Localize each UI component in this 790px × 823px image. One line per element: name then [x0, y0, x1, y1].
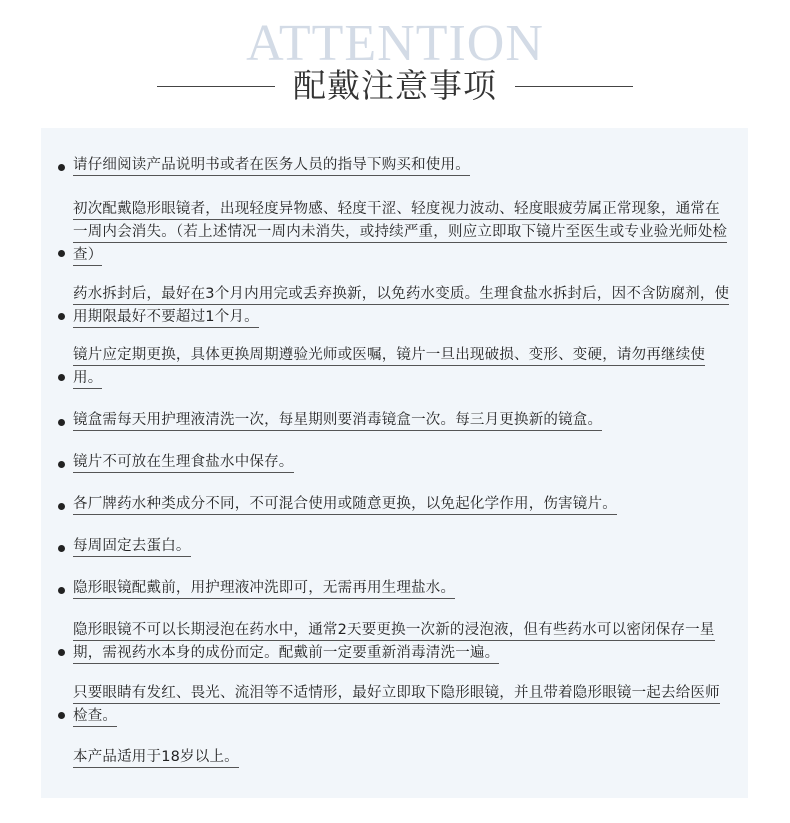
bullet-icon [58, 649, 65, 656]
header [0, 0, 790, 120]
bullet-icon [58, 545, 65, 552]
notice-text: 镜片应定期更换，具体更换周期遵验光师或医嘱，镜片一旦出现破损、变形、变硬，请勿再继续使用。 [73, 344, 733, 390]
bullet-icon [58, 164, 65, 171]
attention-watermark: ATTENTION [246, 15, 544, 72]
notice-text: 隐形眼镜配戴前，用护理液冲洗即可，无需再用生理盐水。 [73, 577, 733, 600]
bullet-icon [58, 419, 65, 426]
bullet-icon [58, 250, 65, 257]
page-title: 配戴注意事项 [293, 66, 497, 105]
bullet-icon [58, 712, 65, 719]
title-divider-right [515, 86, 633, 87]
bullet-icon [58, 587, 65, 594]
notice-panel [41, 128, 748, 798]
notice-text: 药水拆封后，最好在3个月内用完或丢弃换新，以免药水变质。生理食盐水拆封后，因不含防腐剂，使用期限最好不要超过1个月。 [73, 283, 733, 329]
notice-text: 只要眼睛有发红、畏光、流泪等不适情形，最好立即取下隐形眼镜，并且带着隐形眼镜一起去给医师检查。 [73, 682, 733, 728]
title-row [0, 62, 790, 110]
title-divider-left [157, 86, 275, 87]
bullet-icon [58, 503, 65, 510]
bullet-icon [58, 374, 65, 381]
notice-text: 请仔细阅读产品说明书或者在医务人员的指导下购买和使用。 [73, 154, 733, 177]
bullet-icon [58, 313, 65, 320]
notice-text: 每周固定去蛋白。 [73, 535, 733, 558]
notice-text: 初次配戴隐形眼镜者，出现轻度异物感、轻度干涩、轻度视力波动、轻度眼疲劳属正常现象，通常在一周内会消失。（若上述情况一周内未消失，或持续严重，则应立即取下镜片至医生或专业验光师处检查） [73, 198, 733, 267]
notice-text: 隐形眼镜不可以长期浸泡在药水中，通常2天要更换一次新的浸泡液，但有些药水可以密闭保存一星期，需视药水本身的成份而定。配戴前一定要重新消毒清洗一遍。 [73, 619, 733, 665]
bullet-icon [58, 461, 65, 468]
notice-text: 镜片不可放在生理食盐水中保存。 [73, 451, 733, 474]
notice-text: 各厂牌药水种类成分不同，不可混合使用或随意更换，以免起化学作用，伤害镜片。 [73, 493, 733, 516]
notice-text: 本产品适用于18岁以上。 [73, 746, 733, 769]
notice-text: 镜盒需每天用护理液清洗一次，每星期则要消毒镜盒一次。每三月更换新的镜盒。 [73, 409, 733, 432]
